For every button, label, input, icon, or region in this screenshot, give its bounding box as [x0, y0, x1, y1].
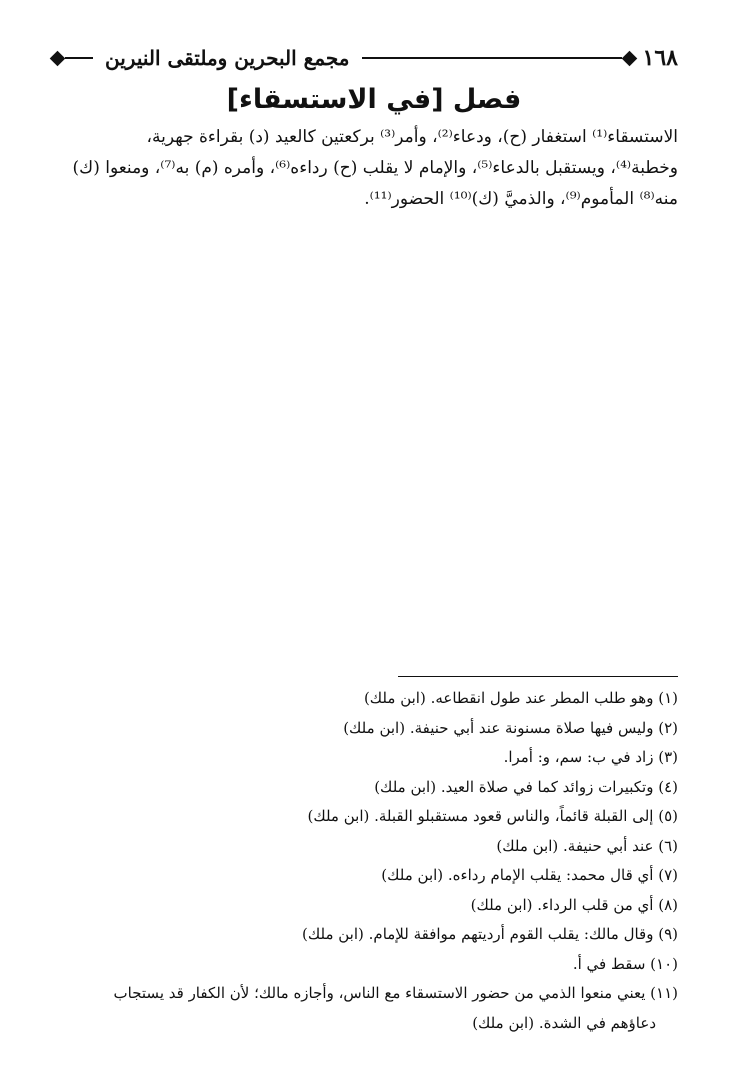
footnotes [66, 684, 678, 1038]
running-title: مجمع البحرين وملتقى النيرين [105, 46, 350, 70]
footnote: (٤) وتكبيرات زوائد كما في صلاة العيد. (ابن ملك) [374, 777, 678, 796]
footnote: (٧) أي قال محمد: يقلب الإمام رداءه. (ابن ملك) [381, 866, 678, 884]
footnote: (٣) زاد في ب: سم، و: أمرا. [503, 748, 678, 766]
footnote [66, 979, 678, 1038]
running-header [52, 40, 678, 76]
footnote: (٢) وليس فيها صلاة مسنونة عند أبي حنيفة. (ابن ملك) [343, 718, 678, 737]
diamond-ornament-icon [50, 50, 66, 66]
main-text-line: الاستسقاء⁽¹⁾ استغفار (ح)، ودعاء⁽²⁾، وأمر⁽³⁾ بركعتين كالعيد (د) بقراءة جهرية، [146, 127, 678, 147]
footnote: (٦) عند أبي حنيفة. (ابن ملك) [496, 836, 678, 855]
main-text-line: وخطبة⁽⁴⁾، ويستقبل بالدعاء⁽⁵⁾، والإمام لا يقلب (ح) رداءه⁽⁶⁾، وأمره (م) به⁽⁷⁾، ومنعوا (ك) [72, 158, 678, 178]
diamond-ornament-icon [621, 50, 637, 66]
page-number: ١٦٨ [642, 45, 678, 71]
footnote: (١) وهو طلب المطر عند طول انقطاعه. (ابن ملك) [363, 689, 678, 707]
footnote-continuation: دعاؤهم في الشدة. (ابن ملك) [472, 1013, 656, 1032]
header-rule-short [65, 57, 93, 59]
footnote: (٨) أي من قلب الرداء. (ابن ملك) [470, 895, 678, 914]
footnote: (٩) وقال مالك: يقلب القوم أرديتهم موافقة للإمام. (ابن ملك) [302, 925, 678, 943]
footnote-separator [398, 676, 678, 677]
header-rule [362, 57, 622, 59]
footnote-text: (١١) يعني منعوا الذمي من حضور الاستسقاء مع الناس، وأجازه مالك؛ لأن الكفار قد يستجاب [113, 984, 678, 1002]
main-text-line: منه⁽⁸⁾ المأموم⁽⁹⁾، والذميَّ (ك)⁽¹⁰⁾ الحضور⁽¹¹⁾. [364, 189, 678, 209]
main-text [68, 122, 678, 215]
footnote: (٥) إلى القبلة قائماً، والناس قعود مستقبلو القبلة. (ابن ملك) [307, 807, 678, 825]
section-title: فصل [في الاستسقاء] [226, 84, 522, 115]
footnote: (١٠) سقط في أ. [572, 954, 678, 973]
